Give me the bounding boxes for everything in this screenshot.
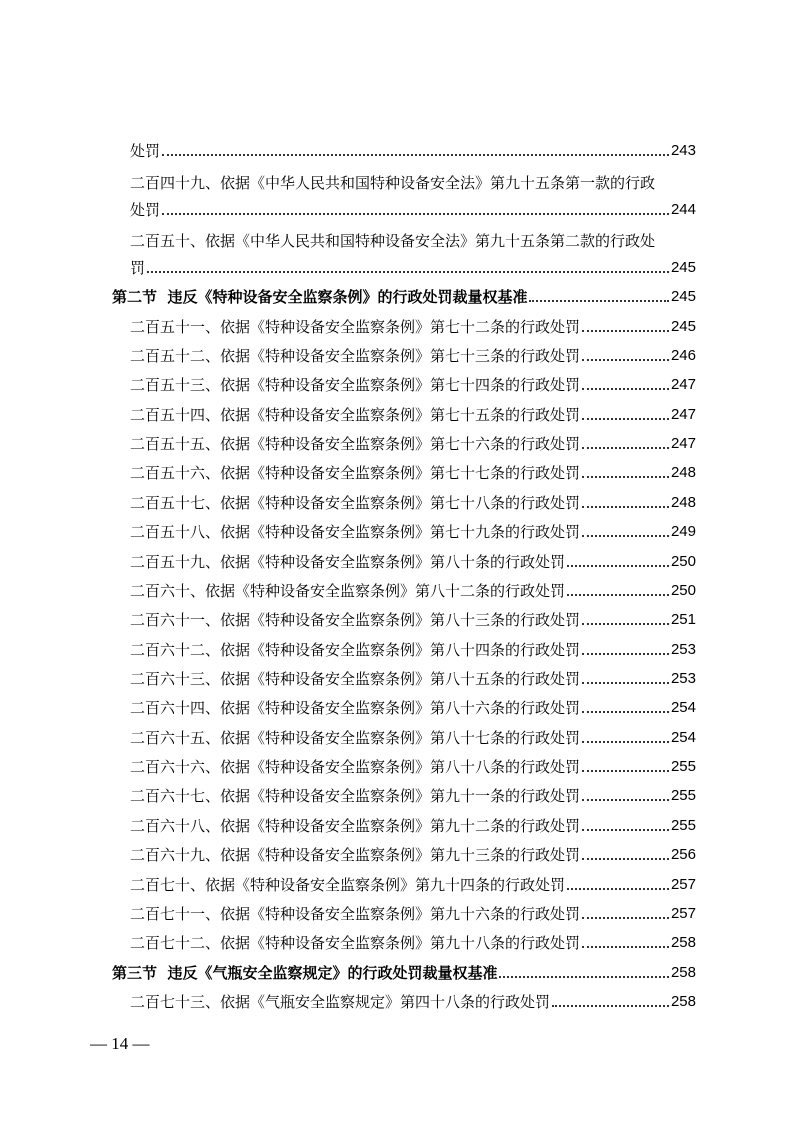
toc-entry[interactable] (130, 459, 696, 483)
toc-page-number: 245 (670, 259, 696, 276)
toc-entry[interactable] (130, 313, 696, 337)
toc-entry-text: 二百六十六、依据《特种设备安全监察条例》第八十八条的行政处罚 (130, 758, 581, 776)
toc-page-number: 255 (670, 758, 696, 775)
dot-leader (552, 1004, 669, 1007)
dot-leader (582, 710, 669, 713)
dot-leader (582, 417, 669, 420)
toc-entry[interactable] (130, 548, 696, 572)
dot-leader (582, 475, 669, 478)
section-title: 第三节 违反《气瓶安全监察规定》的行政处罚裁量权基准 (112, 964, 498, 982)
toc-entry-text: 二百七十一、依据《特种设备安全监察条例》第九十六条的行政处罚 (130, 905, 581, 923)
toc-entry-text[interactable]: 二百四十九、依据《中华人民共和国特种设备安全法》第九十五条第一款的行政 (130, 174, 656, 192)
toc-entry-text: 二百七十、依据《特种设备安全监察条例》第九十四条的行政处罚 (130, 876, 566, 894)
toc-entry-text: 二百五十九、依据《特种设备安全监察条例》第八十条的行政处罚 (130, 553, 566, 571)
toc-entry[interactable] (130, 988, 696, 1012)
toc-entry-text: 二百六十八、依据《特种设备安全监察条例》第九十二条的行政处罚 (130, 817, 581, 835)
toc-entry[interactable] (130, 518, 696, 542)
toc-entry-text: 处罚 (130, 201, 161, 219)
dot-leader (582, 945, 669, 948)
toc-entry-text: 二百五十一、依据《特种设备安全监察条例》第七十二条的行政处罚 (130, 318, 581, 336)
dot-leader (582, 828, 669, 831)
dot-leader (582, 798, 669, 801)
toc-entry-text: 二百五十三、依据《特种设备安全监察条例》第七十四条的行政处罚 (130, 376, 581, 394)
toc-entry-text: 二百七十三、依据《气瓶安全监察规定》第四十八条的行政处罚 (130, 993, 551, 1011)
toc-entry-continuation[interactable] (130, 137, 696, 161)
dot-leader (567, 593, 669, 596)
dot-leader (582, 857, 669, 860)
toc-page-number: 256 (670, 846, 696, 863)
dot-leader (567, 887, 669, 890)
toc-entry[interactable] (130, 342, 696, 366)
toc-entry[interactable] (130, 871, 696, 895)
dot-leader (529, 299, 669, 302)
toc-entry[interactable] (130, 636, 696, 660)
toc-entry-text: 二百五十六、依据《特种设备安全监察条例》第七十七条的行政处罚 (130, 464, 581, 482)
toc-page-number: 255 (670, 787, 696, 804)
toc-page-number: 247 (670, 376, 696, 393)
dot-leader (582, 358, 669, 361)
toc-entry[interactable] (130, 371, 696, 395)
dot-leader (567, 564, 669, 567)
toc-page-number: 258 (670, 934, 696, 951)
toc-entry[interactable] (130, 606, 696, 630)
toc-entry-text: 二百五十四、依据《特种设备安全监察条例》第七十五条的行政处罚 (130, 406, 581, 424)
dot-leader (582, 740, 669, 743)
toc-page-number: 247 (670, 406, 696, 423)
toc-page-number: 258 (670, 993, 696, 1010)
dot-leader (582, 652, 669, 655)
toc-entry[interactable] (130, 430, 696, 454)
toc-section-heading[interactable] (112, 283, 696, 307)
toc-page-number: 254 (670, 699, 696, 716)
toc-entry-text: 二百六十四、依据《特种设备安全监察条例》第八十六条的行政处罚 (130, 699, 581, 717)
toc-page-number: 254 (670, 729, 696, 746)
toc-entry-text: 二百五十八、依据《特种设备安全监察条例》第七十九条的行政处罚 (130, 523, 581, 541)
toc-entry-text: 二百五十二、依据《特种设备安全监察条例》第七十三条的行政处罚 (130, 347, 581, 365)
dot-leader (582, 622, 669, 625)
toc-entry[interactable] (130, 577, 696, 601)
dot-leader (582, 769, 669, 772)
toc-entry[interactable] (130, 254, 696, 278)
toc-entry[interactable] (130, 724, 696, 748)
toc-page-number: 253 (670, 641, 696, 658)
toc-page-number: 250 (670, 553, 696, 570)
dot-leader (582, 446, 669, 449)
toc-page-number: 257 (670, 905, 696, 922)
toc-page-number: 246 (670, 347, 696, 364)
dot-leader (582, 534, 669, 537)
dot-leader (162, 153, 669, 156)
toc-entry[interactable] (130, 665, 696, 689)
section-title: 第二节 违反《特种设备安全监察条例》的行政处罚裁量权基准 (112, 288, 528, 306)
toc-entry-text: 二百五十七、依据《特种设备安全监察条例》第七十八条的行政处罚 (130, 494, 581, 512)
toc-page-number: 258 (670, 964, 696, 981)
toc-entry-text: 罚 (130, 259, 146, 277)
toc-page-number: 245 (670, 318, 696, 335)
toc-page-number: 253 (670, 670, 696, 687)
toc-page-number: 247 (670, 435, 696, 452)
toc-entry-text: 二百五十五、依据《特种设备安全监察条例》第七十六条的行政处罚 (130, 435, 581, 453)
toc-entry[interactable] (130, 694, 696, 718)
toc-entry-text: 处罚 (130, 142, 161, 160)
toc-page-number: 250 (670, 582, 696, 599)
toc-entry-text: 二百六十五、依据《特种设备安全监察条例》第八十七条的行政处罚 (130, 729, 581, 747)
toc-entry[interactable] (130, 782, 696, 806)
toc-entry-text: 二百六十一、依据《特种设备安全监察条例》第八十三条的行政处罚 (130, 611, 581, 629)
toc-entry-text: 二百七十二、依据《特种设备安全监察条例》第九十八条的行政处罚 (130, 934, 581, 952)
dot-leader (582, 387, 669, 390)
toc-entry[interactable] (130, 929, 696, 953)
toc-entry[interactable] (130, 489, 696, 513)
toc-entry-text: 二百六十三、依据《特种设备安全监察条例》第八十五条的行政处罚 (130, 670, 581, 688)
toc-page-number: 243 (670, 142, 696, 159)
toc-entry-text[interactable]: 二百五十、依据《中华人民共和国特种设备安全法》第九十五条第二款的行政处 (130, 232, 656, 250)
toc-page-number: 249 (670, 523, 696, 540)
toc-entry-text: 二百六十二、依据《特种设备安全监察条例》第八十四条的行政处罚 (130, 641, 581, 659)
toc-entry[interactable] (130, 196, 696, 220)
toc-entry[interactable] (130, 401, 696, 425)
toc-page-number: 248 (670, 494, 696, 511)
dot-leader (582, 329, 669, 332)
dot-leader (162, 212, 669, 215)
dot-leader (147, 270, 669, 273)
toc-section-heading[interactable] (112, 959, 696, 983)
toc-entry[interactable] (130, 841, 696, 865)
toc-page-number: 257 (670, 876, 696, 893)
dot-leader (499, 975, 669, 978)
toc-page-number: 251 (670, 611, 696, 628)
toc-entry-text: 二百六十七、依据《特种设备安全监察条例》第九十一条的行政处罚 (130, 787, 581, 805)
toc-entry[interactable] (130, 753, 696, 777)
toc-page-number: 244 (670, 201, 696, 218)
toc-entry[interactable] (130, 812, 696, 836)
dot-leader (582, 505, 669, 508)
toc-entry-text: 二百六十、依据《特种设备安全监察条例》第八十二条的行政处罚 (130, 582, 566, 600)
toc-page-number: 248 (670, 464, 696, 481)
dot-leader (582, 681, 669, 684)
dot-leader (582, 916, 669, 919)
toc-page-number: 245 (670, 288, 696, 305)
toc-entry[interactable] (130, 900, 696, 924)
page-number: — 14 — (90, 1034, 150, 1053)
toc-page-number: 255 (670, 817, 696, 834)
toc-entry-text: 二百六十九、依据《特种设备安全监察条例》第九十三条的行政处罚 (130, 846, 581, 864)
